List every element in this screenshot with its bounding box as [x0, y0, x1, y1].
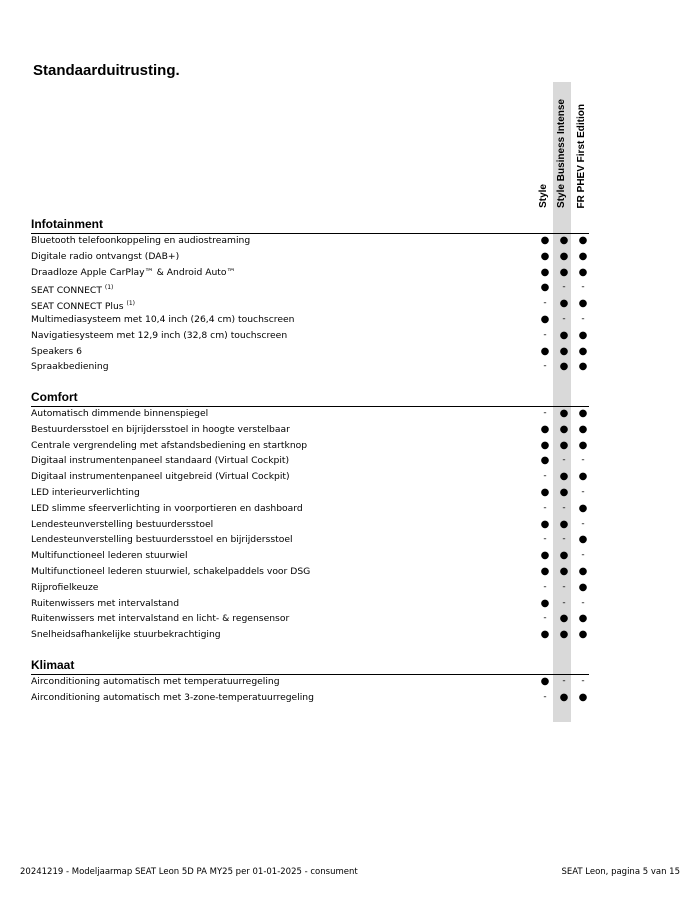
row-label-text: Speakers 6	[31, 345, 82, 357]
row-label	[31, 627, 221, 643]
standard-bullet: ●	[578, 534, 588, 546]
footer-page-number: SEAT Leon, pagina 5 van 15	[561, 867, 680, 877]
row-label-text: SEAT CONNECT	[31, 285, 102, 297]
table-row	[31, 548, 591, 564]
table-row	[31, 249, 591, 265]
table-row	[31, 265, 591, 281]
row-label-text: Navigatiesysteem met 12,9 inch (32,8 cm) touchscreen	[31, 329, 288, 341]
footnote-marker: (1)	[126, 300, 136, 308]
standard-bullet: ●	[540, 266, 550, 278]
standard-bullet: ●	[540, 676, 550, 687]
standard-bullet: ●	[540, 345, 550, 357]
column-header-label: Style	[538, 184, 549, 208]
standard-bullet: ●	[578, 345, 588, 357]
not-available-dash: -	[562, 676, 566, 686]
standard-bullet: ●	[578, 691, 588, 703]
standard-bullet: ●	[578, 471, 588, 483]
standard-bullet: ●	[559, 361, 569, 373]
row-label-text: Ruitenwissers met intervalstand	[31, 597, 180, 609]
row-label-text: Ruitenwissers met intervalstand en licht- & regensensor	[31, 613, 290, 625]
section-title: Comfort	[31, 389, 589, 407]
standard-bullet: ●	[559, 298, 569, 310]
standard-bullet: ●	[559, 487, 569, 498]
not-available-dash: -	[543, 471, 547, 482]
standard-bullet: ●	[578, 361, 588, 373]
table-row	[31, 438, 591, 454]
standard-bullet: ●	[540, 550, 550, 562]
row-label-text: Multimediasysteem met 10,4 inch (26,4 cm) touchscreen	[31, 314, 295, 325]
standard-bullet: ●	[540, 629, 550, 641]
not-available-dash: -	[543, 502, 547, 513]
table-row	[31, 596, 591, 612]
table-row	[31, 627, 591, 643]
standard-bullet: ●	[578, 613, 588, 625]
row-label-text: Lendesteunverstelling bestuurdersstoel en bijrijdersstoel	[31, 534, 293, 546]
not-available-dash: -	[543, 361, 547, 372]
table-row	[31, 485, 591, 501]
section-title: Klimaat	[31, 657, 589, 675]
row-label-text: Multifunctioneel lederen stuurwiel, schakelpaddels voor DSG	[31, 566, 311, 577]
row-label	[31, 249, 179, 265]
table-row	[31, 517, 591, 533]
not-available-dash: -	[562, 314, 566, 324]
row-label	[31, 406, 208, 422]
table-row	[31, 359, 591, 375]
standard-bullet: ●	[578, 266, 588, 278]
standard-bullet: ●	[578, 329, 588, 341]
standard-bullet: ●	[540, 487, 550, 498]
standard-bullet: ●	[559, 518, 569, 530]
row-label-text: LED interieurverlichting	[31, 487, 140, 498]
standard-bullet: ●	[540, 566, 550, 577]
standard-bullet: ●	[578, 298, 588, 310]
standard-bullet: ●	[578, 423, 588, 435]
standard-bullet: ●	[559, 550, 569, 562]
standard-bullet: ●	[540, 314, 550, 325]
not-available-dash: -	[543, 581, 547, 592]
row-label-text: Digitaal instrumentenpaneel standaard (Virtual Cockpit)	[31, 455, 290, 467]
standard-bullet: ●	[578, 408, 588, 419]
row-label-text: Bestuurdersstoel en bijrijdersstoel in hoogte verstelbaar	[31, 423, 290, 435]
not-available-dash: -	[543, 534, 547, 545]
standard-bullet: ●	[578, 439, 588, 451]
row-label-text: Snelheidsafhankelijke stuurbekrachtiging	[31, 629, 221, 641]
row-label-text: Digitale radio ontvangst (DAB+)	[31, 250, 180, 262]
table-row	[31, 501, 591, 517]
column-header-style-business-intense	[553, 96, 571, 208]
table-row	[31, 564, 591, 580]
table-row	[31, 580, 591, 596]
row-label	[31, 344, 82, 360]
not-available-dash: -	[562, 581, 566, 592]
standard-bullet: ●	[540, 597, 550, 609]
standard-bullet: ●	[540, 235, 550, 246]
row-label	[31, 265, 236, 281]
row-label	[31, 359, 109, 375]
standard-bullet: ●	[559, 691, 569, 703]
standard-bullet: ●	[540, 250, 550, 262]
row-label	[31, 690, 314, 706]
row-label	[31, 469, 290, 485]
table-row	[31, 690, 591, 706]
row-label	[31, 674, 280, 690]
footer-document-info: 20241219 - Modeljaarmap SEAT Leon 5D PA MY25 per 01-01-2025 - consument	[20, 867, 358, 877]
row-label	[31, 532, 293, 548]
row-label	[31, 580, 98, 596]
standard-bullet: ●	[540, 423, 550, 435]
row-label-text: Draadloze Apple CarPlay™ & Android Auto™	[31, 266, 236, 278]
column-header-label: Style Business Intense	[556, 99, 567, 208]
table-row	[31, 453, 591, 469]
table-row	[31, 532, 591, 548]
row-label	[31, 548, 188, 564]
table-row	[31, 296, 591, 312]
table-row	[31, 406, 591, 422]
not-available-dash: -	[581, 455, 585, 466]
not-available-dash: -	[562, 455, 566, 466]
row-label-text: Bluetooth telefoonkoppeling en audiostreaming	[31, 235, 251, 246]
not-available-dash: -	[543, 408, 547, 418]
footnote-marker: (1)	[104, 284, 114, 292]
row-label	[31, 453, 289, 469]
table-row	[31, 611, 591, 627]
row-label	[31, 501, 303, 517]
row-label-text: Airconditioning automatisch met 3-zone-temperatuurregeling	[31, 691, 314, 703]
standard-bullet: ●	[559, 613, 569, 625]
standard-bullet: ●	[559, 408, 569, 419]
not-available-dash: -	[581, 487, 585, 497]
not-available-dash: -	[562, 597, 566, 608]
not-available-dash: -	[581, 676, 585, 686]
row-label	[31, 438, 307, 454]
table-row	[31, 344, 591, 360]
row-label-text: Digitaal instrumentenpaneel uitgebreid (Virtual Cockpit)	[31, 471, 290, 483]
table-row	[31, 328, 591, 344]
row-label-text: Centrale vergrendeling met afstandsbediening en startknop	[31, 439, 308, 451]
row-label-text: Airconditioning automatisch met temperatuurregeling	[31, 676, 280, 687]
not-available-dash: -	[562, 534, 566, 545]
row-label	[31, 611, 289, 627]
standard-bullet: ●	[578, 629, 588, 641]
standard-bullet: ●	[578, 502, 588, 514]
standard-bullet: ●	[540, 455, 550, 467]
row-label	[31, 596, 179, 612]
not-available-dash: -	[581, 282, 585, 293]
not-available-dash: -	[581, 597, 585, 608]
column-header-style	[535, 96, 553, 208]
row-label-text: Spraakbediening	[31, 361, 109, 373]
table-row	[31, 233, 591, 249]
standard-bullet: ●	[540, 439, 550, 451]
standard-bullet: ●	[559, 235, 569, 246]
table-row	[31, 674, 591, 690]
standard-bullet: ●	[559, 266, 569, 278]
standard-bullet: ●	[559, 566, 569, 577]
standard-bullet: ●	[559, 629, 569, 641]
standard-bullet: ●	[578, 566, 588, 577]
standard-bullet: ●	[559, 250, 569, 262]
table-row	[31, 280, 591, 296]
standard-bullet: ●	[559, 329, 569, 341]
column-header-label: FR PHEV First Edition	[576, 103, 587, 208]
row-label	[31, 328, 287, 344]
row-label-text: Lendesteunverstelling bestuurdersstoel	[31, 518, 214, 530]
row-label	[31, 312, 294, 328]
row-label	[31, 485, 140, 501]
row-label	[31, 564, 310, 580]
table-row	[31, 312, 591, 328]
standard-bullet: ●	[578, 235, 588, 246]
not-available-dash: -	[543, 329, 547, 340]
row-label-text: SEAT CONNECT Plus	[31, 301, 124, 313]
standard-bullet: ●	[559, 439, 569, 451]
standard-bullet: ●	[559, 345, 569, 357]
not-available-dash: -	[562, 502, 566, 513]
row-label	[31, 233, 250, 249]
standard-bullet: ●	[559, 423, 569, 435]
standard-bullet: ●	[559, 471, 569, 483]
column-header-fr-phev-first-edition	[573, 96, 591, 208]
standard-bullet: ●	[540, 282, 550, 294]
not-available-dash: -	[581, 518, 585, 529]
row-label-text: Automatisch dimmende binnenspiegel	[31, 408, 209, 419]
row-label	[31, 517, 213, 533]
standard-bullet: ●	[578, 581, 588, 593]
not-available-dash: -	[543, 298, 547, 309]
row-label-text: Rijprofielkeuze	[31, 581, 99, 593]
table-row	[31, 422, 591, 438]
row-label-text: LED slimme sfeerverlichting in voorportieren en dashboard	[31, 502, 303, 514]
row-label-text: Multifunctioneel lederen stuurwiel	[31, 550, 188, 562]
standard-bullet: ●	[578, 250, 588, 262]
section-title: Infotainment	[31, 216, 589, 234]
not-available-dash: -	[562, 282, 566, 293]
not-available-dash: -	[543, 613, 547, 624]
not-available-dash: -	[581, 550, 585, 561]
standard-bullet: ●	[540, 518, 550, 530]
table-row	[31, 469, 591, 485]
not-available-dash: -	[581, 314, 585, 324]
row-label	[31, 422, 290, 438]
page-title: Standaarduitrusting.	[33, 62, 180, 79]
not-available-dash: -	[543, 691, 547, 702]
